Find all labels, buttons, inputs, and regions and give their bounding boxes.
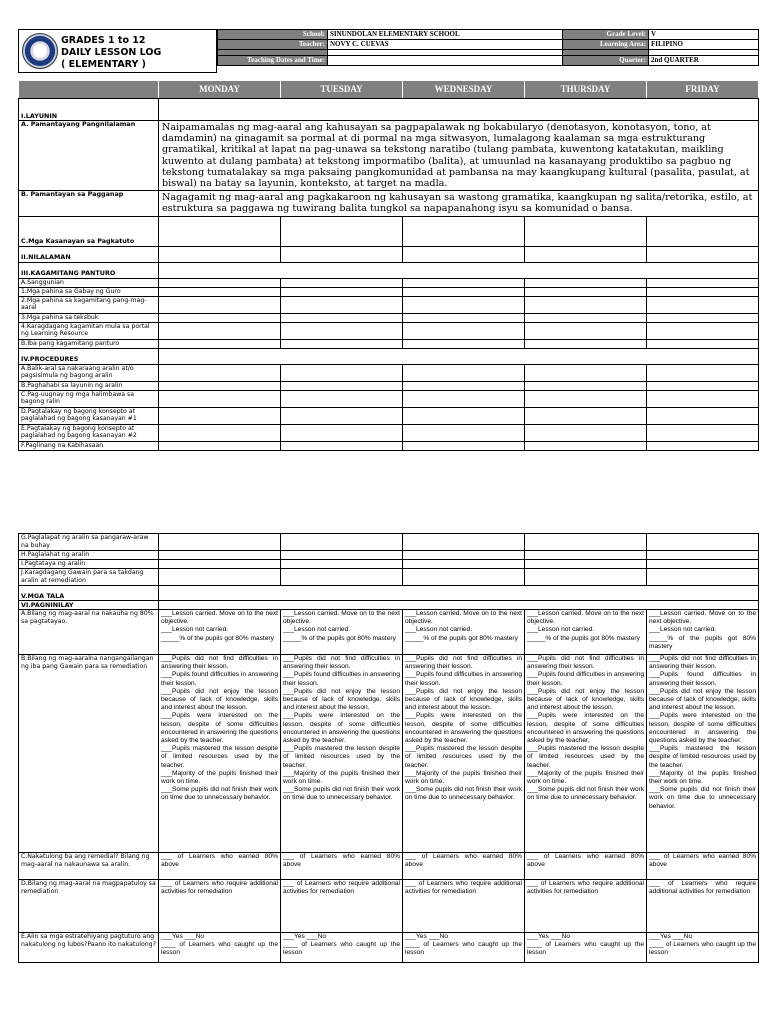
lesson-table-part1 xyxy=(18,98,759,451)
info-table xyxy=(217,29,758,66)
cell-thu[interactable] xyxy=(525,569,647,586)
cell-fri[interactable] xyxy=(647,287,759,296)
mastery-percent-option: _____% of the pupils got 80% mastery xyxy=(405,634,518,642)
cell-wed[interactable] xyxy=(403,381,525,390)
cell-mon[interactable] xyxy=(159,246,281,262)
iba-pa-label: B.Iba pang kagamitang panturo xyxy=(19,339,159,348)
pangnilalaman-label: A. Pamantayang Pangnilalaman xyxy=(19,121,159,191)
cell-tue[interactable] xyxy=(281,560,403,569)
cell-tue[interactable] xyxy=(281,441,403,450)
layunin-blank[interactable] xyxy=(159,99,759,121)
mastery-percent-option: _____% of the pupils got 80% mastery xyxy=(161,634,274,642)
cell-mon[interactable] xyxy=(159,296,281,313)
reflection-e-label: E.Alin sa mga estratehiyang pagtuturo ang nakatulong ng lubos?Paano ito nakatulong? xyxy=(19,933,159,963)
observation-option: ___Pupils found difficulties in answering their lesson. xyxy=(405,671,522,687)
school-label: School: xyxy=(218,30,328,40)
observation-option: ___Pupils did not find difficulties in answering their lesson. xyxy=(283,655,400,671)
cell-thu[interactable] xyxy=(525,534,647,551)
karagdagang-label: 4.Karagdagang kagamitan mula sa portal ng Learning Resource xyxy=(19,322,159,339)
cell-mon[interactable] xyxy=(159,381,281,390)
observation-option: ___Pupils did not enjoy the lesson because of lack of knowledge, skills and interest about the lesson. xyxy=(405,687,522,712)
title-line-2: DAILY LESSON LOG xyxy=(61,47,162,58)
reflection-d-mon[interactable]: ___ of Learners who require additional activities for remediation xyxy=(159,880,281,933)
reflection-e-thu[interactable] xyxy=(525,933,647,963)
cell-mon[interactable] xyxy=(159,424,281,441)
reflection-d-wed[interactable]: ___ of Learners who require additional activities for remediation xyxy=(403,880,525,933)
yes-no-option: ___Yes ___No xyxy=(283,933,327,940)
kagamitan-label: III.KAGAMITANG PANTURO xyxy=(19,262,159,278)
cell-tue[interactable] xyxy=(281,296,403,313)
dll-header xyxy=(18,29,758,73)
title-line-1: GRADES 1 to 12 xyxy=(61,35,146,46)
cell-mon[interactable] xyxy=(159,534,281,551)
pagganap-label: B. Pamantayan sa Pagganap xyxy=(19,191,159,216)
proc-a-label: A.Balik-aral sa nakaraang aralin at/o pagsisimula ng bagong aralin xyxy=(19,364,159,381)
cell-tue[interactable] xyxy=(281,313,403,322)
observation-option: ___Pupils mastered the lesson despite of limited resources used by the teacher. xyxy=(283,745,400,769)
reflection-b-thu[interactable] xyxy=(525,655,647,853)
days-header xyxy=(18,80,758,99)
kasanayan-label: C.Mga Kasanayan sa Pagkatuto xyxy=(19,216,159,246)
observation-option: ___Some pupils did not finish their work on time due to unnecessary behavior. xyxy=(649,786,756,810)
cell-mon[interactable] xyxy=(159,322,281,339)
caught-up-option: ____ of Learners who caught up the lesson xyxy=(527,941,644,957)
proc-j-label: J.Karagdagang Gawain para sa takdang aralin at remediation xyxy=(19,569,159,586)
mastery-percent-option: _____% of the pupils got 80% mastery xyxy=(649,634,756,650)
cell-fri[interactable] xyxy=(647,216,759,246)
reflection-b-label: B.Bilang ng mag-aaralna nangangailangan ng iba pang Gawain para sa remediation xyxy=(19,655,159,853)
cell-tue[interactable] xyxy=(281,381,403,390)
cell-wed[interactable] xyxy=(403,424,525,441)
cell-thu[interactable] xyxy=(525,287,647,296)
cell-wed[interactable] xyxy=(403,407,525,424)
teksbuk-label: 3.Mga pahina sa teksbuk xyxy=(19,313,159,322)
cell-fri[interactable] xyxy=(647,390,759,407)
observation-option: ___Pupils did not find difficulties in answering their lesson. xyxy=(405,655,522,671)
cell-fri[interactable] xyxy=(647,246,759,262)
reflection-c-wed[interactable]: ___ of Learners who earned 80% above xyxy=(403,853,525,880)
cell-mon[interactable] xyxy=(159,287,281,296)
observation-option: ___Pupils were interested on the lesson, despite of some difficulties encountered in answering the questions asked by the teacher. xyxy=(283,712,400,745)
cell-wed[interactable] xyxy=(403,296,525,313)
cell-fri[interactable] xyxy=(647,534,759,551)
reflection-a-thu[interactable] xyxy=(525,610,647,655)
title-block xyxy=(18,29,217,73)
observation-option: ___Majority of the pupils finished their work on time. xyxy=(161,769,278,786)
cell-wed[interactable] xyxy=(403,534,525,551)
pagninilay-blank[interactable] xyxy=(159,601,759,610)
reflection-c-mon[interactable]: ___ of Learners who earned 80% above xyxy=(159,853,281,880)
reflection-d-thu[interactable]: ___ of Learners who require additional activities for remediation xyxy=(525,880,647,933)
mga-tala-blank[interactable] xyxy=(159,586,759,601)
grade-value[interactable]: V xyxy=(649,30,759,40)
reflection-a-label: A.Bilang ng mag-aaral na nakauha ng 80% sa pagtatayao. xyxy=(19,610,159,655)
cell-wed[interactable] xyxy=(403,246,525,262)
yes-no-option: ___Yes ___No xyxy=(527,933,571,940)
observation-option: ___Pupils found difficulties in answering their lesson. xyxy=(161,671,278,687)
observation-option: ___Some pupils did not finish their work on time due to unnecessary behavior. xyxy=(527,786,644,802)
cell-fri[interactable] xyxy=(647,322,759,339)
cell-tue[interactable] xyxy=(281,246,403,262)
reflection-a-tue[interactable] xyxy=(281,610,403,655)
cell-tue[interactable] xyxy=(281,534,403,551)
cell-fri[interactable] xyxy=(647,339,759,348)
observation-option: ___Pupils did not enjoy the lesson because of lack of knowledge, skills and interest about the lesson. xyxy=(161,687,278,712)
cell-fri[interactable] xyxy=(647,296,759,313)
reflection-a-fri[interactable] xyxy=(647,610,759,655)
reflection-b-fri[interactable] xyxy=(647,655,759,853)
caught-up-option: ____ of Learners who caught up the lesson xyxy=(405,941,522,957)
caught-up-option: ____ of Learners who caught up the lesson xyxy=(283,941,400,957)
cell-thu[interactable] xyxy=(525,339,647,348)
proc-f-label: F.Paglinang na Kabihasaan xyxy=(19,441,159,450)
reflection-d-label: D.Bilang ng mag-aaral na magpapatuloy sa remediation xyxy=(19,880,159,933)
yes-no-option: ___Yes ___No xyxy=(405,933,449,940)
observation-option: ___Majority of the pupils finished their work on time. xyxy=(649,769,756,786)
lesson-not-carried-option: ___Lesson not carried. xyxy=(161,626,229,634)
cell-tue[interactable] xyxy=(281,216,403,246)
mastery-percent-option: _____% of the pupils got 80% mastery xyxy=(527,634,640,642)
day-wednesday: WEDNESDAY xyxy=(403,81,525,99)
sanggunian-label: A.Sanggunian xyxy=(19,278,159,287)
observation-option: ___Pupils were interested on the lesson, despite of some difficulties encountered in answering the questions asked by the teacher. xyxy=(405,712,522,745)
cell-wed[interactable] xyxy=(403,390,525,407)
cell-wed[interactable] xyxy=(403,569,525,586)
cell-mon[interactable] xyxy=(159,569,281,586)
caught-up-option: ____ of Learners who caught up the lesson xyxy=(161,941,278,957)
lesson-carried-option: ___Lesson carried. Move on to the next objective. xyxy=(161,610,278,626)
cell-thu[interactable] xyxy=(525,278,647,287)
cell-fri[interactable] xyxy=(647,364,759,381)
area-label: Learning Area: xyxy=(563,40,649,50)
dll-title xyxy=(61,35,161,71)
cell-fri[interactable] xyxy=(647,441,759,450)
reflection-c-fri[interactable]: ___ of Learners who earned 80% above xyxy=(647,853,759,880)
cell-fri[interactable] xyxy=(647,313,759,322)
cell-wed[interactable] xyxy=(403,278,525,287)
cell-fri[interactable] xyxy=(647,560,759,569)
cell-thu[interactable] xyxy=(525,364,647,381)
mga-tala-label: V.MGA TALA xyxy=(19,586,159,601)
reflection-c-tue[interactable]: ___ of Learners who earned 80% above xyxy=(281,853,403,880)
proc-g-label: G.Paglalapat ng aralin sa pangaraw-araw na buhay xyxy=(19,534,159,551)
day-friday: FRIDAY xyxy=(647,81,759,99)
cell-mon[interactable] xyxy=(159,551,281,560)
cell-thu[interactable] xyxy=(525,551,647,560)
deped-seal-icon xyxy=(22,33,58,69)
cell-wed[interactable] xyxy=(403,216,525,246)
yes-no-option: ___Yes ___No xyxy=(161,933,205,940)
dates-label: Teaching Dates and Time: xyxy=(218,56,328,66)
cell-tue[interactable] xyxy=(281,287,403,296)
cell-tue[interactable] xyxy=(281,569,403,586)
kagamitang-pang-label: 2.Mga pahina sa kagamitang pang-mag-aaral xyxy=(19,296,159,313)
quarter-label: Quarter: xyxy=(563,56,649,66)
yes-no-option: ___Yes ___No xyxy=(649,933,693,940)
observation-option: ___Some pupils did not finish their work on time due to unnecessary behavior. xyxy=(283,786,400,802)
cell-fri[interactable] xyxy=(647,551,759,560)
observation-option: ___Majority of the pupils finished their work on time. xyxy=(527,769,644,786)
proc-e-label: E.Pagtalakay ng bagong konsepto at paglalahad ng bagong kasanayan #2 xyxy=(19,424,159,441)
procedures-label: IV.PROCEDURES xyxy=(19,348,159,364)
grade-label: Grade Level: xyxy=(563,30,649,40)
gabay-label: 1.Mga pahina sa Gabay ng Guro xyxy=(19,287,159,296)
reflection-e-tue[interactable] xyxy=(281,933,403,963)
observation-option: ___Pupils did not enjoy the lesson because of lack of knowledge, skills and interest about the lesson. xyxy=(649,687,756,712)
area-value[interactable]: FILIPINO xyxy=(649,40,759,50)
observation-option: ___Majority of the pupils finished their work on time. xyxy=(405,769,522,786)
procedures-blank[interactable] xyxy=(159,348,759,364)
observation-option: ___Pupils were interested on the lesson, despite of some difficulties encountered in answering the questions asked by the teacher. xyxy=(527,712,644,745)
lesson-carried-option: ___Lesson carried. Move on to the next objective. xyxy=(405,610,522,626)
cell-wed[interactable] xyxy=(403,339,525,348)
cell-wed[interactable] xyxy=(403,551,525,560)
reflection-c-thu[interactable]: ___ of Learners who earned 80% above xyxy=(525,853,647,880)
reflection-c-label: C.Nakatulong ba ang remedial? Bilang ng mag-aaral na nakaunawa sa aralin. xyxy=(19,853,159,880)
observation-option: ___Pupils did not enjoy the lesson because of lack of knowledge, skills and interest about the lesson. xyxy=(283,687,400,712)
cell-tue[interactable] xyxy=(281,322,403,339)
observation-option: ___Pupils found difficulties in answering their lesson. xyxy=(527,671,644,687)
cell-tue[interactable] xyxy=(281,407,403,424)
dates-value[interactable] xyxy=(328,56,563,66)
proc-i-label: I.Pagtataya ng aralin xyxy=(19,560,159,569)
cell-thu[interactable] xyxy=(525,296,647,313)
school-value[interactable]: SINUNDOLAN ELEMENTARY SCHOOL xyxy=(328,30,563,40)
reflection-a-wed[interactable] xyxy=(403,610,525,655)
cell-tue[interactable] xyxy=(281,390,403,407)
observation-option: ___Majority of the pupils finished their work on time. xyxy=(283,769,400,786)
observation-option: ___Pupils did not find difficulties in answering their lesson. xyxy=(649,655,756,671)
cell-thu[interactable] xyxy=(525,407,647,424)
cell-wed[interactable] xyxy=(403,313,525,322)
observation-option: ___Pupils found difficulties in answering their lesson. xyxy=(283,671,400,687)
lesson-table-part2 xyxy=(18,533,759,963)
cell-mon[interactable] xyxy=(159,390,281,407)
cell-tue[interactable] xyxy=(281,424,403,441)
cell-wed[interactable] xyxy=(403,322,525,339)
title-line-3: ( ELEMENTARY ) xyxy=(61,59,146,70)
cell-tue[interactable] xyxy=(281,339,403,348)
lesson-carried-option: ___Lesson carried. Move on to the next objective. xyxy=(527,610,644,626)
cell-fri[interactable] xyxy=(647,569,759,586)
lesson-not-carried-option: ___Lesson not carried. xyxy=(283,626,351,634)
reflection-e-fri[interactable] xyxy=(647,933,759,963)
cell-thu[interactable] xyxy=(525,313,647,322)
day-monday: MONDAY xyxy=(159,81,281,99)
proc-c-label: C.Pag-uugnay ng mga halimbawa sa bagong ralin xyxy=(19,390,159,407)
cell-mon[interactable] xyxy=(159,560,281,569)
lesson-carried-option: ___Lesson carried. Move on to the next objective. xyxy=(283,610,400,626)
reflection-d-tue[interactable]: ___ of Learners who require additional activities for remediation xyxy=(281,880,403,933)
reflection-e-wed[interactable] xyxy=(403,933,525,963)
teacher-label: Teacher: xyxy=(218,40,328,50)
observation-option: ___Pupils mastered the lesson despite of limited resources used by the teacher. xyxy=(527,745,644,769)
pagninilay-label: VI.PAGNINILAY xyxy=(19,601,159,610)
cell-tue[interactable] xyxy=(281,278,403,287)
day-tuesday: TUESDAY xyxy=(281,81,403,99)
cell-fri[interactable] xyxy=(647,424,759,441)
cell-tue[interactable] xyxy=(281,364,403,381)
proc-h-label: H.Paglalahat ng aralin xyxy=(19,551,159,560)
observation-option: ___Pupils did not find difficulties in answering their lesson. xyxy=(161,655,278,671)
reflection-b-tue[interactable] xyxy=(281,655,403,853)
lesson-not-carried-option: ___Lesson not carried. xyxy=(405,626,473,634)
cell-fri[interactable] xyxy=(647,278,759,287)
teacher-value[interactable]: NOVY C. CUEVAS xyxy=(328,40,563,50)
days-corner xyxy=(19,81,159,99)
pagganap-text[interactable]: Nagagamit ng mag-aaral ang pagkakaroon ng kahusayan sa wastong gramatika, kaangkupan ng salita/retorika, estilo, at estruktura sa paggawa ng tuwirang balita tungkol sa napapanahong isyu sa komunidad o bansa. xyxy=(159,191,759,216)
cell-thu[interactable] xyxy=(525,381,647,390)
cell-mon[interactable] xyxy=(159,313,281,322)
caught-up-option: ____ of Learners who caught up the lesson xyxy=(649,941,756,957)
day-thursday: THURSDAY xyxy=(525,81,647,99)
cell-wed[interactable] xyxy=(403,287,525,296)
proc-b-label: B.Paghahabi sa layunin ng aralin xyxy=(19,381,159,390)
cell-thu[interactable] xyxy=(525,390,647,407)
layunin-heading: I.LAYUNIN xyxy=(19,99,159,121)
cell-thu[interactable] xyxy=(525,216,647,246)
observation-option: ___Pupils did not find difficulties in answering their lesson. xyxy=(527,655,644,671)
observation-option: ___Pupils mastered the lesson despite of limited resources used by the teacher. xyxy=(405,745,522,769)
cell-thu[interactable] xyxy=(525,424,647,441)
lesson-carried-option: ___Lesson carried. Move on to the next objective. xyxy=(649,610,756,626)
observation-option: ___Pupils were interested on the lesson, despite of some difficulties encountered in answering the questions asked by the teacher. xyxy=(649,712,756,745)
proc-d-label: D.Pagtalakay ng bagong konsepto at paglalahad ng bagong kasanayan #1 xyxy=(19,407,159,424)
cell-mon[interactable] xyxy=(159,407,281,424)
cell-mon[interactable] xyxy=(159,278,281,287)
lesson-not-carried-option: ___Lesson not carried. xyxy=(527,626,595,634)
reflection-d-fri[interactable]: ___ of Learners who require additional activities for remediation xyxy=(647,880,759,933)
cell-fri[interactable] xyxy=(647,407,759,424)
observation-option: ___Pupils found difficulties in answering their lesson. xyxy=(649,671,756,687)
reflection-a-mon[interactable] xyxy=(159,610,281,655)
reflection-b-wed[interactable] xyxy=(403,655,525,853)
cell-thu[interactable] xyxy=(525,322,647,339)
observation-option: ___Pupils were interested on the lesson, despite of some difficulties encountered in answering the questions asked by the teacher. xyxy=(161,712,278,745)
observation-option: ___Pupils mastered the lesson despite of limited resources used by the teacher. xyxy=(161,745,278,769)
cell-mon[interactable] xyxy=(159,364,281,381)
observation-option: ___Some pupils did not finish their work on time due to unnecessary behavior. xyxy=(405,786,522,802)
cell-wed[interactable] xyxy=(403,441,525,450)
cell-mon[interactable] xyxy=(159,441,281,450)
cell-mon[interactable] xyxy=(159,339,281,348)
quarter-value[interactable]: 2nd QUARTER xyxy=(649,56,759,66)
cell-mon[interactable] xyxy=(159,216,281,246)
mastery-percent-option: _____% of the pupils got 80% mastery xyxy=(283,634,396,642)
pangnilalaman-text[interactable]: Naipamamalas ng mag-aaral ang kahusayan sa pagpapalawak ng bokabularyo (denotasyon, konotasyon, tono, at damdamin) na ginagamit sa pormal at di pormal na mga sitwasyon, lumalagong kaalaman sa mga estrukturang gramatikal, kritikal at lapat na pag-unawa sa tekstong naratibo (tulang pambata, kuwentong katatakutan, maikling kuwento at dulang pambata) at tekstong impormatibo (balita), at umuunlad na kasanayang produktibo sa pagbuo ng tekstong tumatalakay sa mga paksaing pangkomunidad at pambansa na may kaangkupang kultural (pasalita, pasulat, at biswal) na batay sa layunin, konteksto, at target na madla. xyxy=(159,121,759,191)
reflection-e-mon[interactable] xyxy=(159,933,281,963)
kagamitan-blank[interactable] xyxy=(159,262,759,278)
observation-option: ___Pupils mastered the lesson despite of limited resources used by the teacher. xyxy=(649,745,756,769)
lesson-not-carried-option: ___Lesson not carried. xyxy=(649,626,717,634)
reflection-b-mon[interactable] xyxy=(159,655,281,853)
observation-option: ___Some pupils did not finish their work on time due to unnecessary behavior. xyxy=(161,786,278,802)
cell-thu[interactable] xyxy=(525,441,647,450)
cell-wed[interactable] xyxy=(403,560,525,569)
cell-thu[interactable] xyxy=(525,560,647,569)
cell-fri[interactable] xyxy=(647,381,759,390)
cell-wed[interactable] xyxy=(403,364,525,381)
observation-option: ___Pupils did not enjoy the lesson because of lack of knowledge, skills and interest about the lesson. xyxy=(527,687,644,712)
cell-tue[interactable] xyxy=(281,551,403,560)
cell-thu[interactable] xyxy=(525,246,647,262)
nilalaman-label: II.NILALAMAN xyxy=(19,246,159,262)
